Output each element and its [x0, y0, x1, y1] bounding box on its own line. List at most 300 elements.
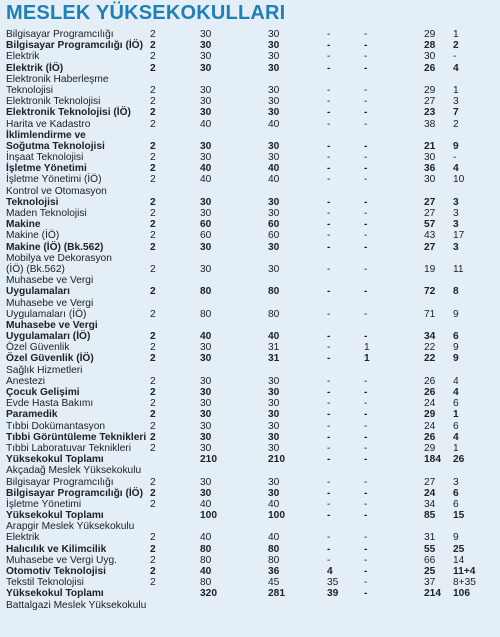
table-row [6, 454, 496, 465]
table-cell: - [364, 263, 368, 275]
table-cell: 30 [268, 263, 280, 275]
table-cell: - [327, 163, 331, 175]
table-cell: 72 [424, 286, 436, 298]
table-cell: 2 [150, 431, 156, 443]
table-cell: 2 [150, 342, 156, 354]
table-cell: - [327, 420, 331, 432]
table-cell: 2 [150, 263, 156, 275]
program-name: İklimlendirme ve [6, 129, 86, 141]
table-cell: - [453, 51, 457, 63]
table-row [6, 432, 496, 443]
table-row [6, 342, 496, 353]
table-cell: 40 [200, 118, 212, 130]
table-cell: 4 [453, 62, 459, 74]
table-cell: 2 [150, 308, 156, 320]
table-cell: 2 [150, 241, 156, 253]
table-cell: - [364, 286, 368, 298]
table-cell: 24 [424, 420, 436, 432]
table-row [6, 286, 496, 297]
table-cell: - [327, 51, 331, 63]
table-cell: 60 [268, 219, 280, 231]
table-cell: 36 [424, 163, 436, 175]
table-cell: 30 [268, 476, 280, 488]
program-name: Mobilya ve Dekorasyon [6, 252, 112, 264]
table-cell: 26 [424, 387, 436, 398]
table-cell: 30 [268, 409, 280, 421]
table-cell: 28 [424, 40, 436, 52]
program-name: Özel Güvenlik [6, 342, 70, 354]
table-cell: - [327, 554, 331, 566]
table-cell: - [364, 387, 368, 398]
table-cell: - [364, 174, 368, 186]
table-cell: 2 [150, 577, 156, 589]
program-name: Tekstil Teknolojisi [6, 577, 84, 589]
table-cell: 2 [150, 40, 156, 52]
program-name: Muhasebe ve Vergi Uyg. [6, 554, 117, 566]
table-cell: 30 [200, 420, 212, 432]
table-row [6, 409, 496, 420]
table-cell: 30 [268, 241, 280, 253]
table-cell: 2 [150, 398, 156, 410]
program-name: Uygulamaları (İÖ) [6, 308, 87, 320]
table-cell: 30 [200, 196, 212, 208]
table-cell: 29 [424, 29, 436, 40]
table-cell: - [364, 51, 368, 63]
table-cell: 10 [453, 174, 465, 186]
table-cell: 26 [424, 62, 436, 74]
table-cell: 1 [453, 29, 459, 40]
table-cell: 27 [424, 96, 436, 108]
table-cell: 15 [453, 510, 465, 522]
table-cell: 14 [453, 554, 465, 566]
table-cell: - [364, 29, 368, 40]
table-row [6, 600, 496, 611]
table-row [6, 521, 496, 532]
table-cell: - [364, 140, 368, 152]
table-cell: 2 [150, 84, 156, 96]
table-cell: - [327, 152, 331, 164]
table-cell: 17 [453, 230, 465, 242]
table-cell: 27 [424, 196, 436, 208]
program-name: Bilgisayar Programcılığı (İÖ) [6, 487, 144, 499]
program-name: Muhasebe ve Vergi [6, 319, 98, 331]
table-row [6, 96, 496, 107]
table-cell: - [364, 554, 368, 566]
table-row [6, 29, 496, 40]
table-cell: 30 [200, 476, 212, 488]
table-cell: 1 [453, 409, 459, 421]
table-cell: 184 [424, 454, 441, 466]
table-cell: 3 [453, 96, 459, 108]
table-cell: - [327, 208, 331, 219]
table-cell: 281 [268, 588, 285, 600]
program-name: Muhasebe ve Vergi [6, 275, 94, 287]
table-row [6, 275, 496, 286]
table-cell: 2 [150, 152, 156, 164]
program-name: Soğutma Teknolojisi [6, 140, 105, 152]
program-name: Elektronik Teknolojisi (İÖ) [6, 107, 131, 119]
table-cell: 2 [150, 487, 156, 499]
table-row [6, 488, 496, 499]
table-cell: 30 [200, 29, 212, 40]
table-cell: 80 [268, 554, 280, 566]
table-row [6, 387, 496, 398]
program-name: Uygulamaları (İÖ) [6, 331, 91, 343]
table-cell: 22 [424, 342, 436, 354]
program-name: Elektrik [6, 51, 40, 63]
program-name: Teknolojisi [6, 196, 59, 208]
table-cell: 31 [424, 532, 436, 544]
table-row [6, 208, 496, 219]
table-cell: 40 [200, 331, 212, 343]
table-cell: 30 [200, 353, 212, 365]
table-cell: 2 [150, 230, 156, 242]
program-name: (İÖ) (Bk.562) [6, 263, 65, 275]
table-cell: - [327, 40, 331, 52]
table-cell: 6 [453, 398, 459, 410]
table-cell: 30 [268, 398, 280, 410]
table-cell: 25 [453, 543, 465, 555]
table-cell: - [364, 208, 368, 219]
program-name: Elektronik Teknolojisi [6, 96, 101, 108]
table-cell: 30 [200, 140, 212, 152]
program-name: Maden Teknolojisi [6, 208, 87, 219]
table-cell: - [327, 286, 331, 298]
table-cell: 2 [150, 196, 156, 208]
table-cell: 40 [200, 174, 212, 186]
table-cell: - [327, 375, 331, 387]
table-cell: 30 [268, 196, 280, 208]
table-row [6, 163, 496, 174]
table-cell: 30 [200, 342, 212, 354]
table-cell: 60 [200, 219, 212, 231]
program-name: Makine (İÖ) (Bk.562) [6, 241, 104, 253]
table-cell: - [364, 84, 368, 96]
program-name: Kontrol ve Otomasyon [6, 185, 107, 197]
table-cell: 30 [200, 84, 212, 96]
table-cell: 2 [150, 62, 156, 74]
table-cell: 30 [268, 487, 280, 499]
program-name: Tıbbi Görüntüleme Teknikleri [6, 431, 147, 443]
table-cell: 30 [424, 51, 436, 63]
table-cell: 6 [453, 331, 459, 343]
table-cell: 30 [200, 263, 212, 275]
program-name: İşletme Yönetimi [6, 498, 82, 510]
table-cell: - [364, 96, 368, 108]
table-cell: - [327, 342, 331, 354]
table-cell: 27 [424, 208, 436, 219]
table-cell: - [327, 387, 331, 398]
table-cell: 27 [424, 241, 436, 253]
table-cell: 40 [268, 498, 280, 510]
table-row [6, 532, 496, 543]
table-cell: - [364, 442, 368, 454]
table-cell: 29 [424, 84, 436, 96]
table-cell: 30 [268, 51, 280, 63]
table-cell: 3 [453, 208, 459, 219]
table-cell: 1 [453, 442, 459, 454]
program-name: Özel Güvenlik (İÖ) [6, 353, 94, 365]
table-cell: 2 [453, 118, 459, 130]
table-cell: 2 [150, 331, 156, 343]
table-cell: 31 [268, 342, 280, 354]
table-cell: 320 [200, 588, 217, 600]
table-cell: - [327, 219, 331, 231]
table-row [6, 298, 496, 309]
table-cell: 4 [453, 387, 459, 398]
table-cell: 3 [453, 476, 459, 488]
table-row [6, 174, 496, 185]
table-row [6, 152, 496, 163]
table-cell: - [327, 532, 331, 544]
table-cell: 2 [150, 442, 156, 454]
table-row [6, 421, 496, 432]
table-cell: - [327, 230, 331, 242]
table-cell: - [364, 398, 368, 410]
table-cell: - [327, 398, 331, 410]
table-row [6, 253, 496, 264]
table-cell: 3 [453, 219, 459, 231]
table-cell: 100 [200, 510, 217, 522]
table-cell: - [327, 353, 331, 365]
table-cell: 2 [150, 286, 156, 298]
table-row [6, 510, 496, 521]
table-row [6, 40, 496, 51]
table-cell: 27 [424, 476, 436, 488]
page-title: MESLEK YÜKSEKOKULLARI [6, 2, 286, 24]
table-cell: 40 [268, 331, 280, 343]
table-row [6, 353, 496, 364]
table-cell: 80 [200, 554, 212, 566]
table-cell: 30 [268, 442, 280, 454]
table-cell: 2 [150, 532, 156, 544]
table-cell: 2 [150, 387, 156, 398]
table-cell: 2 [150, 140, 156, 152]
table-row [6, 107, 496, 118]
table-cell: - [327, 308, 331, 320]
table-cell: - [327, 107, 331, 119]
table-cell: 40 [268, 174, 280, 186]
table-cell: 40 [268, 118, 280, 130]
table-row [6, 566, 496, 577]
table-cell: 37 [424, 577, 436, 589]
table-cell: 60 [268, 230, 280, 242]
table-cell: - [364, 308, 368, 320]
table-cell: 30 [200, 431, 212, 443]
table-row [6, 398, 496, 409]
program-table [6, 29, 496, 611]
table-cell: - [364, 219, 368, 231]
table-cell: 2 [150, 498, 156, 510]
table-row [6, 465, 496, 476]
table-cell: 9 [453, 140, 459, 152]
table-cell: - [364, 498, 368, 510]
table-cell: - [453, 152, 457, 164]
program-name: Evde Hasta Bakımı [6, 398, 94, 410]
table-row [6, 365, 496, 376]
table-cell: 30 [268, 431, 280, 443]
table-cell: - [327, 196, 331, 208]
table-cell: 2 [150, 174, 156, 186]
table-cell: 21 [424, 140, 436, 152]
table-cell: - [364, 62, 368, 74]
table-cell: - [364, 331, 368, 343]
table-cell: 30 [200, 152, 212, 164]
table-cell: 39 [327, 588, 339, 600]
table-row [6, 63, 496, 74]
table-row [6, 544, 496, 555]
table-cell: 30 [268, 96, 280, 108]
table-cell: 30 [200, 398, 212, 410]
program-name: Anestezi [6, 375, 46, 387]
table-cell: 36 [268, 566, 280, 577]
table-cell: 30 [268, 84, 280, 96]
table-cell: - [364, 487, 368, 499]
table-cell: 4 [453, 163, 459, 175]
table-cell: 2 [150, 543, 156, 555]
table-cell: 66 [424, 554, 436, 566]
table-cell: 60 [200, 230, 212, 242]
table-cell: 29 [424, 442, 436, 454]
table-cell: 80 [200, 543, 212, 555]
table-cell: 80 [268, 308, 280, 320]
table-cell: 71 [424, 308, 436, 320]
table-cell: 30 [200, 442, 212, 454]
table-row [6, 186, 496, 197]
program-name: Bilgisayar Programcılığı [6, 476, 114, 488]
table-cell: 2 [150, 29, 156, 40]
table-cell: 30 [200, 375, 212, 387]
program-name: Bilgisayar Programcılığı [6, 29, 114, 40]
table-row [6, 51, 496, 62]
table-row [6, 141, 496, 152]
program-name: Muhasebe ve Vergi [6, 297, 94, 309]
table-cell: 1 [453, 84, 459, 96]
program-name: Uygulamaları [6, 286, 70, 298]
table-cell: 11 [453, 263, 464, 275]
table-cell: 40 [268, 163, 280, 175]
table-cell: 26 [424, 375, 436, 387]
program-name: Yüksekokul Toplamı [6, 588, 104, 600]
table-cell: 30 [424, 152, 436, 164]
table-cell: 6 [453, 420, 459, 432]
program-name: Tıbbi Dokümantasyon [6, 420, 106, 432]
table-cell: 2 [150, 353, 156, 365]
table-row [6, 588, 496, 599]
table-cell: - [364, 543, 368, 555]
table-cell: 4 [327, 566, 333, 577]
table-cell: 4 [453, 431, 459, 443]
table-cell: 23 [424, 107, 436, 119]
program-name: Teknolojisi [6, 84, 53, 96]
program-name: Çocuk Gelişimi [6, 387, 80, 398]
table-cell: 30 [200, 487, 212, 499]
table-cell: - [364, 196, 368, 208]
table-row [6, 499, 496, 510]
table-cell: 40 [200, 163, 212, 175]
table-cell: 2 [150, 554, 156, 566]
table-cell: 30 [424, 174, 436, 186]
table-cell: - [364, 409, 368, 421]
table-cell: 2 [150, 409, 156, 421]
table-cell: - [327, 498, 331, 510]
program-name: Sağlık Hizmetleri [6, 364, 83, 376]
table-cell: 55 [424, 543, 436, 555]
table-cell: 3 [453, 241, 459, 253]
table-cell: 2 [150, 96, 156, 108]
program-name: Otomotiv Teknolojisi [6, 566, 106, 577]
table-cell: - [327, 84, 331, 96]
table-cell: 2 [453, 40, 459, 52]
table-cell: 29 [424, 409, 436, 421]
table-cell: 6 [453, 487, 459, 499]
table-row [6, 555, 496, 566]
table-cell: 26 [424, 431, 436, 443]
table-cell: 30 [268, 140, 280, 152]
table-cell: 40 [200, 566, 212, 577]
table-cell: - [364, 375, 368, 387]
table-cell: 8 [453, 286, 459, 298]
table-row [6, 242, 496, 253]
table-cell: - [364, 454, 368, 466]
table-cell: 8+35 [453, 577, 476, 589]
program-name: Makine [6, 219, 41, 231]
program-name: İşletme Yönetimi (İÖ) [6, 174, 102, 186]
table-cell: 9 [453, 532, 459, 544]
table-cell: - [364, 588, 368, 600]
table-cell: 2 [150, 163, 156, 175]
table-cell: - [364, 230, 368, 242]
table-cell: - [327, 454, 331, 466]
table-cell: 45 [268, 577, 280, 589]
table-cell: 80 [268, 286, 280, 298]
table-cell: 40 [268, 532, 280, 544]
program-name: Tıbbi Laboratuvar Teknikleri [6, 442, 131, 454]
table-cell: - [364, 163, 368, 175]
table-row [6, 577, 496, 588]
table-row [6, 197, 496, 208]
program-name: İnşaat Teknolojisi [6, 152, 84, 164]
table-row [6, 219, 496, 230]
table-row [6, 230, 496, 241]
program-name: Battalgazi Meslek Yüksekokulu [6, 599, 147, 611]
table-cell: - [327, 140, 331, 152]
table-row [6, 443, 496, 454]
table-row [6, 320, 496, 331]
table-cell: 2 [150, 118, 156, 130]
table-cell: - [327, 431, 331, 443]
program-name: Makine (İÖ) [6, 230, 60, 242]
table-cell: 80 [200, 308, 212, 320]
table-cell: 2 [150, 476, 156, 488]
table-cell: - [364, 431, 368, 443]
table-cell: 1 [364, 342, 370, 354]
table-cell: 30 [200, 40, 212, 52]
table-cell: 30 [268, 208, 280, 219]
table-cell: 80 [268, 543, 280, 555]
table-cell: 214 [424, 588, 441, 600]
table-cell: - [327, 487, 331, 499]
table-cell: 7 [453, 107, 459, 119]
table-cell: 31 [268, 353, 280, 365]
program-name: Elektrik (İÖ) [6, 62, 64, 74]
table-row [6, 331, 496, 342]
table-cell: 30 [268, 107, 280, 119]
table-cell: 26 [453, 454, 465, 466]
table-cell: 19 [424, 263, 436, 275]
program-name: Arapgir Meslek Yüksekokulu [6, 521, 135, 533]
table-cell: 30 [200, 96, 212, 108]
